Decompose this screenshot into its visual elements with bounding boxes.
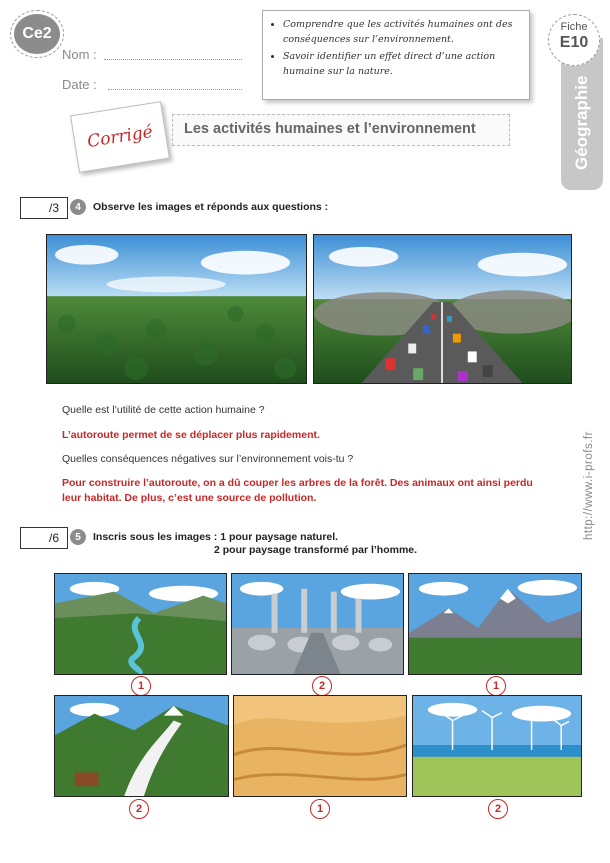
level-badge: Ce2 [14,14,60,54]
answer-1: L’autoroute permet de se déplacer plus rapidement. [62,429,320,441]
exercise-5-instruction-1: Inscris sous les images : 1 pour paysage naturel. [93,531,339,543]
exercise-number-5: 5 [70,529,86,545]
forest-image [46,234,307,384]
river-valley-image [54,573,227,675]
corrige-stamp [70,101,170,173]
answer-circle-2: 2 [312,676,332,696]
objective-1: • Comprendre que les activités humaines ont des conséquences sur l’environnement. [283,17,521,47]
question-2: Quelles conséquences négatives sur l’environnement vois-tu ? [62,453,354,465]
answer-circle-6: 2 [488,799,508,819]
date-label: Date : [62,77,97,92]
desert-dunes-image [233,695,407,797]
exercise-4-instruction: Observe les images et réponds aux questions : [93,201,329,213]
fiche-code: E10 [559,34,589,51]
website-url[interactable]: http://www.i-profs.fr [583,431,595,540]
fiche-badge [548,14,600,66]
date-field[interactable] [108,80,242,90]
nom-label: Nom : [62,47,97,62]
answer-circle-5: 1 [310,799,330,819]
score-box-4: /3 [20,197,68,219]
objectives-box [262,10,530,100]
page-title: Les activités humaines et l’environnement [184,121,476,137]
answer-2: Pour construire l’autoroute, on a dû couper les arbres de la forêt. Des animaux ont ainsi perdu leur habitat. De plus, c’est une source de pollution. [62,477,533,504]
answer-circle-1: 1 [131,676,151,696]
nom-field[interactable] [104,50,242,60]
objective-2: • Savoir identifier un effet direct d’une action humaine sur la nature. [283,49,521,79]
score-box-5: /6 [20,527,68,549]
highway-image [313,234,572,384]
industrial-plant-image [231,573,404,675]
corrige-text: Corrigé [85,121,155,153]
ski-resort-image [54,695,229,797]
question-1: Quelle est l’utilité de cette action humaine ? [62,404,265,416]
exercise-number-4: 4 [70,199,86,215]
subject-label: Géographie [572,75,591,170]
snowy-mountains-image [408,573,582,675]
wind-farm-image [412,695,582,797]
answer-circle-3: 1 [486,676,506,696]
answer-circle-4: 2 [129,799,149,819]
exercise-5-instruction-2: 2 pour paysage transformé par l’homme. [214,544,418,556]
fiche-label: Fiche [560,21,588,33]
